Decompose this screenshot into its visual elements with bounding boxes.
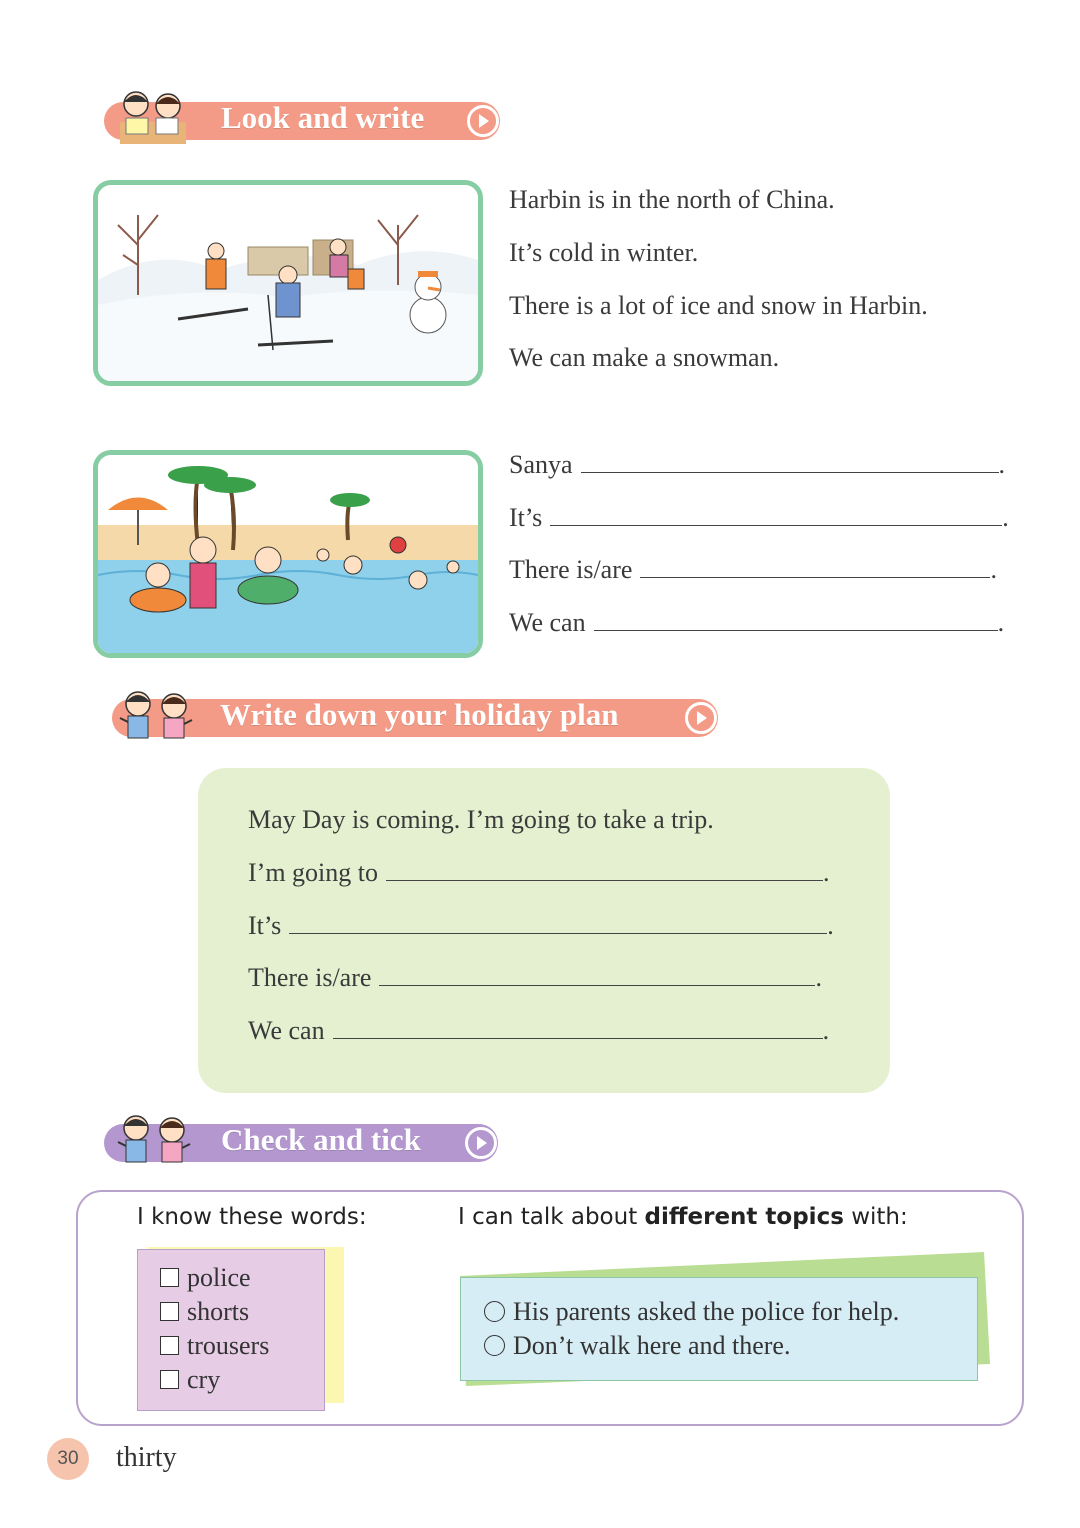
waving-kids-icon	[110, 1112, 202, 1166]
harbin-line: It’s cold in winter.	[509, 238, 699, 267]
harbin-line: There is a lot of ice and snow in Harbin.	[509, 291, 928, 320]
sentence-radio-row[interactable]	[484, 1331, 790, 1361]
prompt-label: We can	[509, 608, 586, 637]
checkbox[interactable]	[160, 1370, 179, 1389]
word-label: shorts	[187, 1297, 250, 1326]
banner-title: Write down your holiday plan	[220, 697, 619, 732]
holiday-prompt: It’s .	[248, 911, 834, 940]
prompt-label: I’m going to	[248, 858, 378, 887]
radio-circle[interactable]	[484, 1301, 505, 1322]
beach-swimming-scene-icon	[98, 455, 478, 653]
harbin-line: Harbin is in the north of China.	[509, 185, 835, 214]
word-label: cry	[187, 1365, 221, 1394]
holiday-prompt: I’m going to .	[248, 858, 830, 887]
page-number-word: thirty	[116, 1442, 177, 1473]
harbin-line: We can make a snowman.	[509, 343, 780, 372]
word-label: trousers	[187, 1331, 270, 1360]
radio-circle[interactable]	[484, 1335, 505, 1356]
checkbox[interactable]	[160, 1268, 179, 1287]
arrow-circle-icon	[685, 702, 717, 734]
answer-blank[interactable]	[289, 911, 827, 934]
answer-blank[interactable]	[550, 503, 1002, 526]
arrow-circle-icon	[467, 105, 499, 137]
holiday-intro: May Day is coming. I’m going to take a trip.	[248, 805, 714, 834]
words-heading: I know these words:	[137, 1204, 367, 1230]
answer-blank[interactable]	[581, 450, 999, 473]
topics-heading	[458, 1204, 908, 1230]
prompt-label: We can	[248, 1016, 325, 1045]
holiday-prompt: We can .	[248, 1016, 830, 1045]
banner-title: Check and tick	[221, 1122, 421, 1157]
topics-heading-bold: different topics	[644, 1204, 844, 1230]
prompt-label: There is/are	[509, 555, 633, 584]
snow-ski-scene-icon	[98, 185, 478, 381]
harbin-winter-picture	[93, 180, 483, 386]
answer-blank[interactable]	[333, 1016, 823, 1039]
sanya-prompt: Sanya .	[509, 450, 1006, 479]
arrow-circle-icon	[465, 1127, 497, 1159]
waving-kids-icon	[112, 688, 204, 742]
banner-title: Look and write	[221, 100, 425, 135]
sentence-label: His parents asked the police for help.	[513, 1297, 900, 1326]
prompt-label: There is/are	[248, 963, 372, 992]
word-checkbox-row[interactable]	[160, 1263, 251, 1293]
prompt-label: It’s	[509, 503, 543, 532]
word-checkbox-row[interactable]	[160, 1365, 220, 1395]
page-number: 30	[47, 1438, 89, 1480]
holiday-prompt: There is/are .	[248, 963, 822, 992]
answer-blank[interactable]	[594, 608, 998, 631]
word-checkbox-row[interactable]	[160, 1331, 269, 1361]
sentence-radio-row[interactable]	[484, 1297, 899, 1327]
topics-heading-pre: I can talk about	[458, 1204, 645, 1230]
sanya-prompt: There is/are .	[509, 555, 997, 584]
topics-heading-post: with:	[843, 1204, 908, 1230]
reading-kids-icon	[112, 88, 194, 146]
prompt-label: Sanya	[509, 450, 573, 479]
blue-note	[460, 1277, 978, 1381]
sanya-beach-picture	[93, 450, 483, 658]
word-checkbox-row[interactable]	[160, 1297, 249, 1327]
checkbox[interactable]	[160, 1336, 179, 1355]
sanya-prompt: It’s .	[509, 503, 1009, 532]
sanya-prompt: We can .	[509, 608, 1005, 637]
answer-blank[interactable]	[640, 555, 990, 578]
word-label: police	[187, 1263, 251, 1292]
sentence-label: Don’t walk here and there.	[513, 1331, 791, 1360]
checkbox[interactable]	[160, 1302, 179, 1321]
prompt-label: It’s	[248, 911, 282, 940]
answer-blank[interactable]	[386, 858, 823, 881]
answer-blank[interactable]	[379, 963, 815, 986]
